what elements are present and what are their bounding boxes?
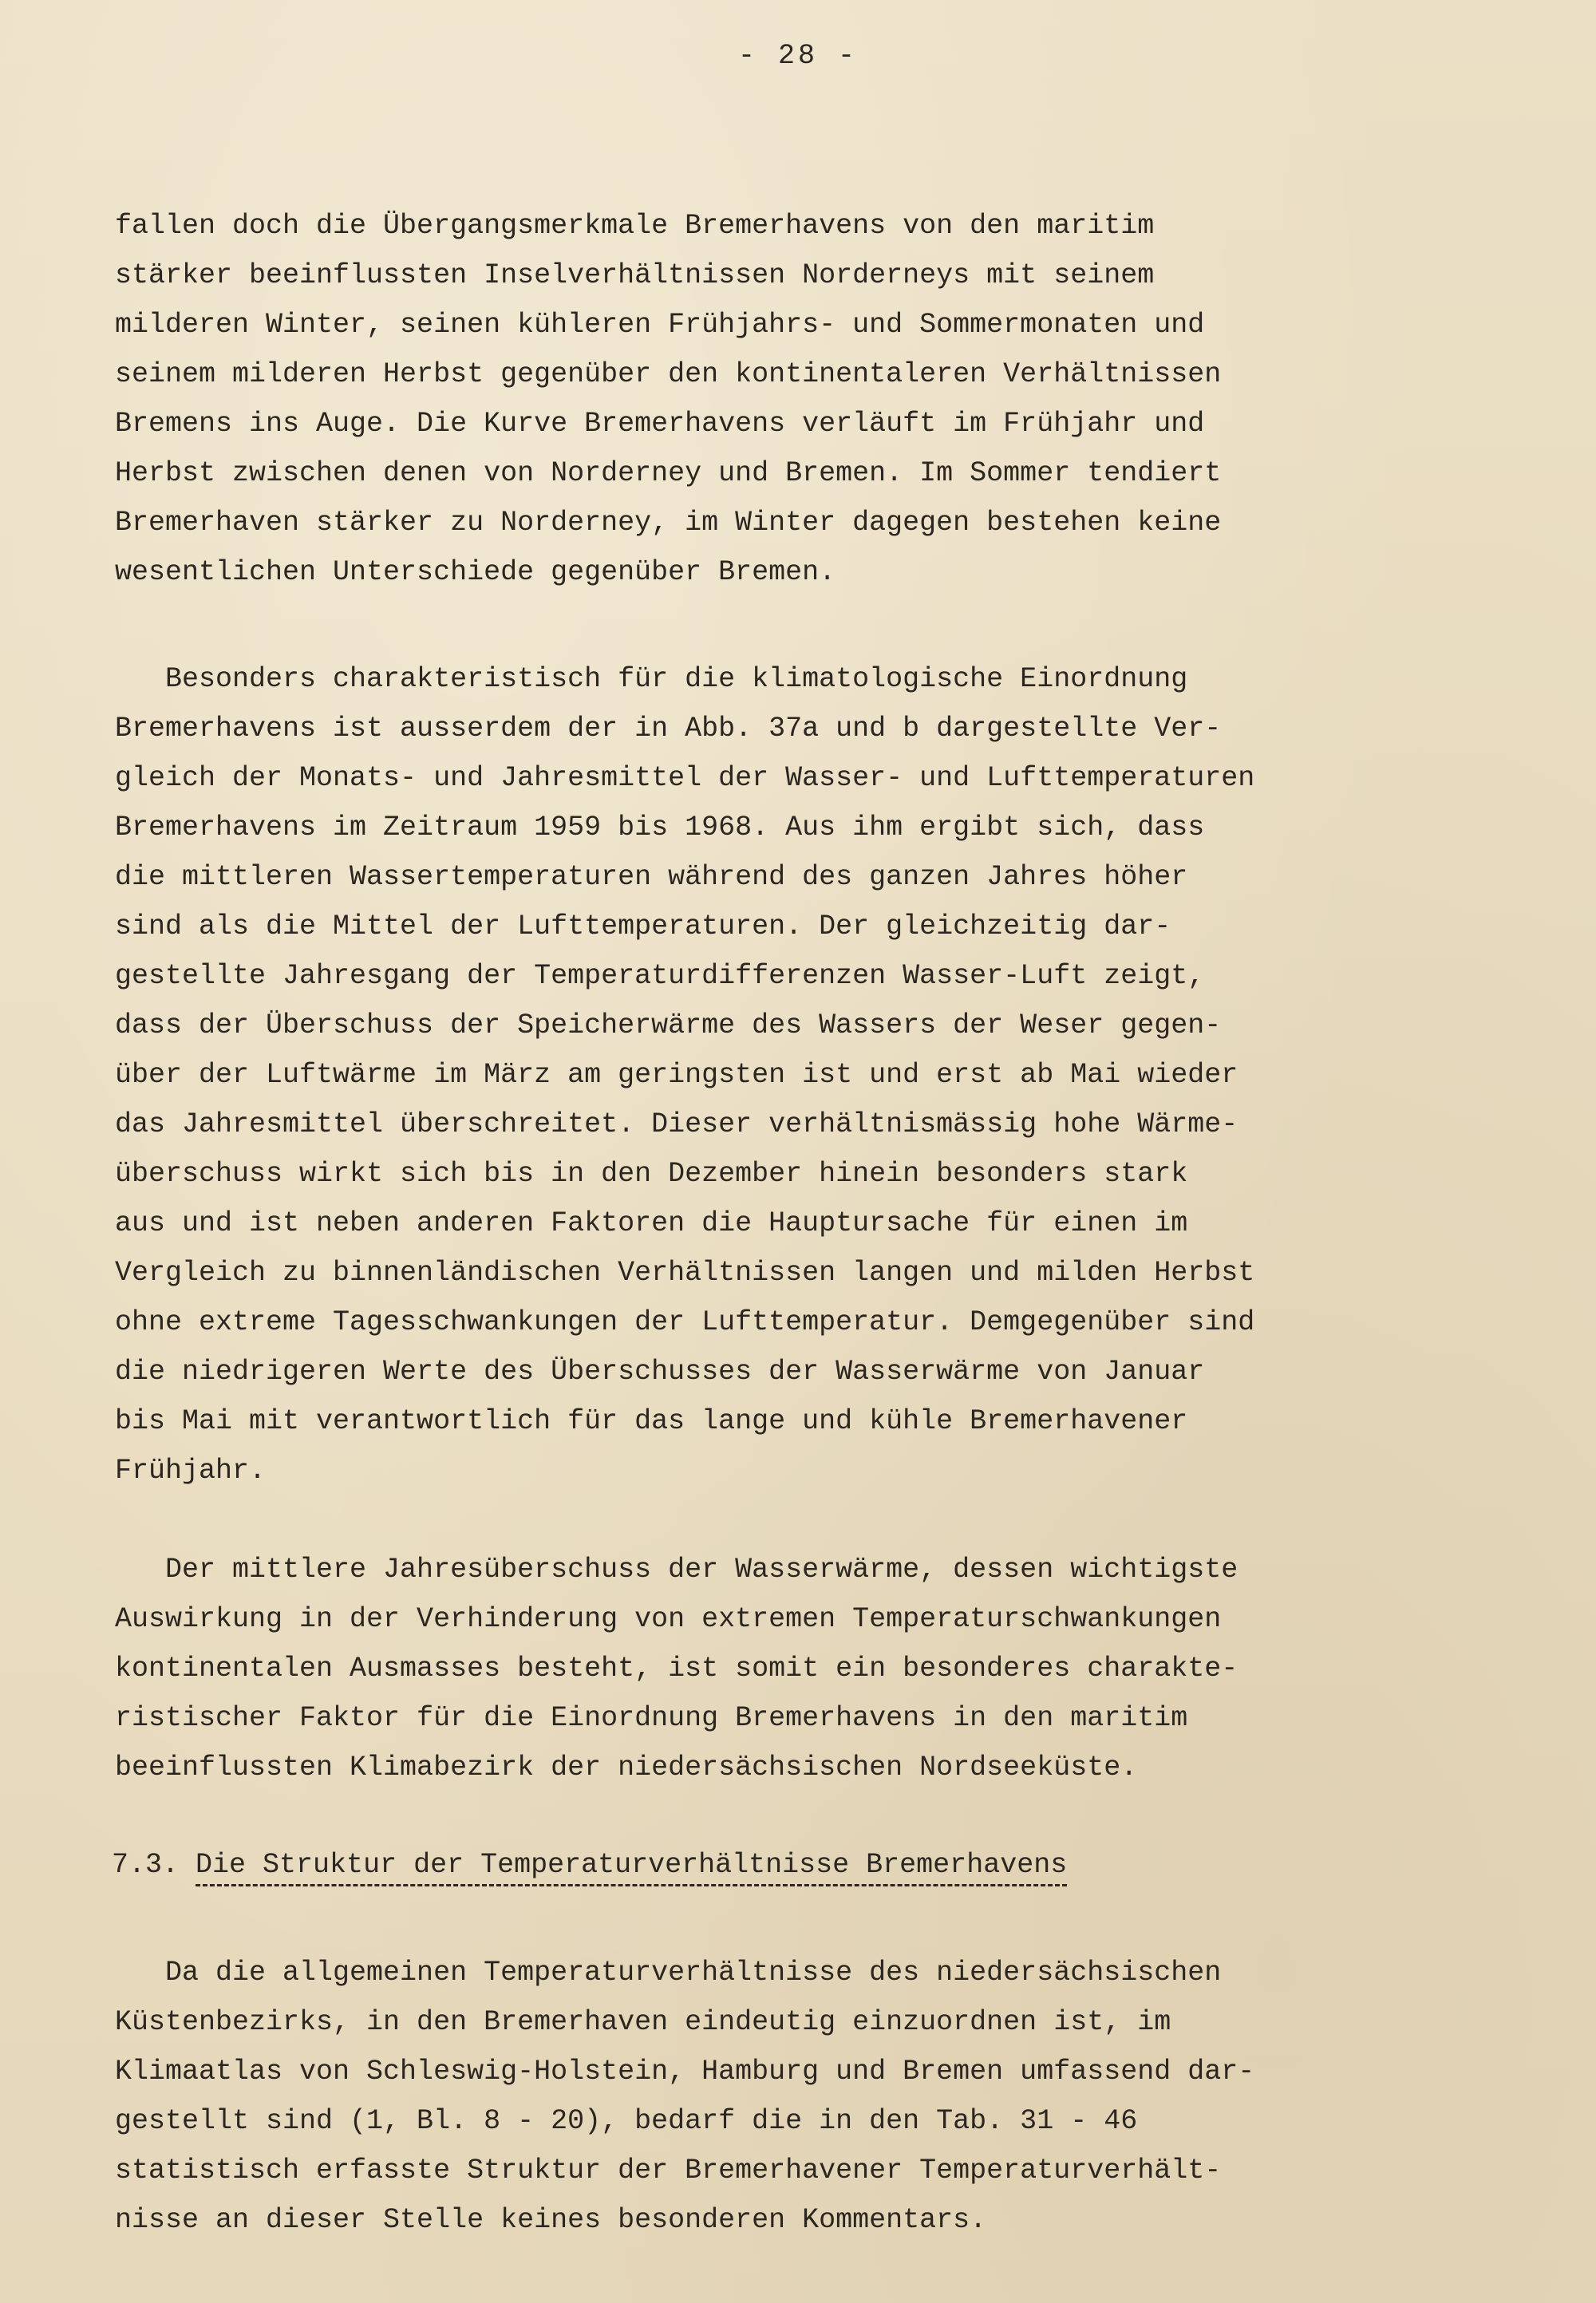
- text-line: die niedrigeren Werte des Überschusses der Wasserwärme von Januar: [115, 1356, 1205, 1388]
- text-line: nisse an dieser Stelle keines besonderen Kommentars.: [115, 2204, 987, 2236]
- text-line: bis Mai mit verantwortlich für das lange und kühle Bremerhavener: [115, 1405, 1188, 1437]
- text-line: Frühjahr.: [115, 1455, 267, 1487]
- text-line: kontinentalen Ausmasses besteht, ist somit ein besonderes charakte-: [115, 1653, 1238, 1685]
- text-line: Bremerhaven stärker zu Norderney, im Winter dagegen bestehen keine: [115, 507, 1222, 539]
- text-line: Herbst zwischen denen von Norderney und Bremen. Im Sommer tendiert: [115, 457, 1222, 489]
- text-line: wesentlichen Unterschiede gegenüber Bremen.: [115, 556, 836, 588]
- text-line: fallen doch die Übergangsmerkmale Bremerhavens von den maritim: [115, 210, 1155, 242]
- text-line: seinem milderen Herbst gegenüber den kontinentaleren Verhältnissen: [115, 358, 1222, 390]
- text-line: gestellt sind (1, Bl. 8 - 20), bedarf die in den Tab. 31 - 46: [115, 2105, 1138, 2137]
- text-line: über der Luftwärme im März am geringsten ist und erst ab Mai wieder: [115, 1059, 1238, 1091]
- text-line: Der mittlere Jahresüberschuss der Wasserwärme, dessen wichtigste: [115, 1554, 1238, 1586]
- text-line: Da die allgemeinen Temperaturverhältnisse des niedersächsischen: [115, 1957, 1222, 1989]
- text-line: Küstenbezirks, in den Bremerhaven eindeutig einzuordnen ist, im: [115, 2006, 1171, 2038]
- text-line: Besonders charakteristisch für die klimatologische Einordnung: [115, 663, 1188, 695]
- paragraph-1: [115, 201, 1495, 597]
- paragraph-3: [115, 1545, 1495, 1792]
- text-line: gestellte Jahresgang der Temperaturdifferenzen Wasser-Luft zeigt,: [115, 960, 1205, 992]
- text-line: Vergleich zu binnenländischen Verhältnissen langen und milden Herbst: [115, 1257, 1255, 1289]
- text-line: die mittleren Wassertemperaturen während des ganzen Jahres höher: [115, 861, 1188, 893]
- text-line: aus und ist neben anderen Faktoren die Hauptursache für einen im: [115, 1207, 1188, 1239]
- text-line: statistisch erfasste Struktur der Bremerhavener Temperaturverhält-: [115, 2155, 1222, 2186]
- section-title: Die Struktur der Temperaturverhältnisse Bremerhavens: [196, 1846, 1067, 1886]
- text-line: stärker beeinflussten Inselverhältnissen Norderneys mit seinem: [115, 259, 1155, 291]
- text-line: ohne extreme Tagesschwankungen der Lufttemperatur. Demgegenüber sind: [115, 1306, 1255, 1338]
- text-line: dass der Überschuss der Speicherwärme des Wassers der Weser gegen-: [115, 1009, 1222, 1041]
- text-line: Bremerhavens im Zeitraum 1959 bis 1968. Aus ihm ergibt sich, dass: [115, 812, 1205, 843]
- text-line: beeinflussten Klimabezirk der niedersächsischen Nordseeküste.: [115, 1752, 1138, 1784]
- text-line: milderen Winter, seinen kühleren Frühjahrs- und Sommermonaten und: [115, 309, 1205, 341]
- page-number: - 28 -: [737, 40, 859, 72]
- text-line: Klimaatlas von Schleswig-Holstein, Hamburg und Bremen umfassend dar-: [115, 2056, 1255, 2088]
- text-line: das Jahresmittel überschreitet. Dieser verhältnismässig hohe Wärme-: [115, 1108, 1238, 1140]
- text-line: überschuss wirkt sich bis in den Dezember hinein besonders stark: [115, 1158, 1188, 1190]
- text-line: Bremerhavens ist ausserdem der in Abb. 37a und b dargestellte Ver-: [115, 713, 1222, 745]
- section-number: 7.3.: [112, 1849, 180, 1881]
- text-line: ristischer Faktor für die Einordnung Bremerhavens in den maritim: [115, 1702, 1188, 1734]
- text-line: sind als die Mittel der Lufttemperaturen. Der gleichzeitig dar-: [115, 911, 1171, 942]
- section-heading: [112, 1840, 1067, 1890]
- paragraph-4: [115, 1948, 1495, 2245]
- text-line: gleich der Monats- und Jahresmittel der Wasser- und Lufttemperaturen: [115, 762, 1255, 794]
- text-line: Bremens ins Auge. Die Kurve Bremerhavens verläuft im Frühjahr und: [115, 408, 1205, 440]
- paragraph-2: [115, 654, 1495, 1495]
- text-line: Auswirkung in der Verhinderung von extremen Temperaturschwankungen: [115, 1603, 1222, 1635]
